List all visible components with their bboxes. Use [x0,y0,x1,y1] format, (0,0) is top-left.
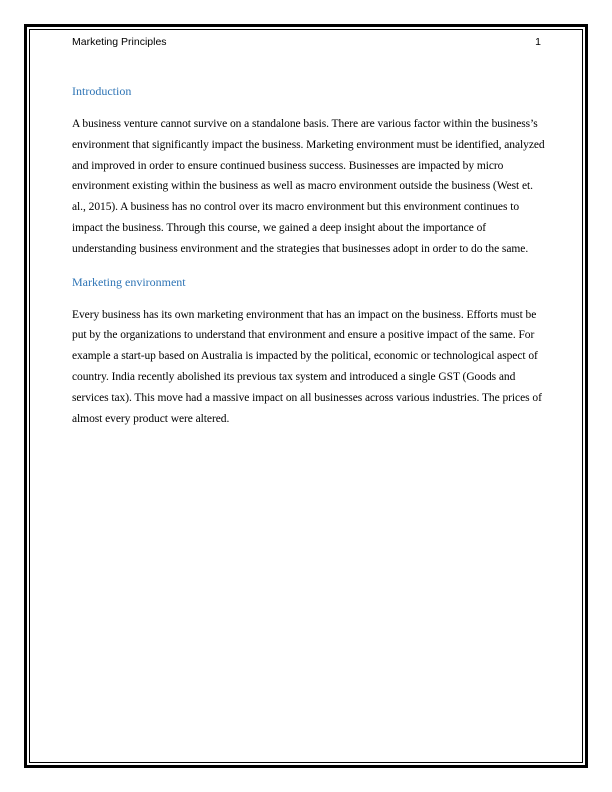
section-heading-marketing-environment: Marketing environment [72,274,186,289]
running-header-title: Marketing Principles [72,36,167,48]
page-number: 1 [535,36,541,48]
section-heading-introduction: Introduction [72,84,132,98]
section-paragraph-introduction: A business venture cannot survive on a standalone basis. There are various factor within the business’s environment that significantly impact the business. Marketing environment must be identified, analyzed and improved in order to ensure continued business success. Businesses are impacted by micro environment existing within the business as well as macro environment outside the business (West et. al., 2015). A business has no control over its macro environment but this environment continues to impact the business. Through this course, we gained a deep insight about the importance of understanding business environment and the strategies that businesses adopt in order to do the same. [72,118,545,255]
document-body [72,83,546,429]
section-paragraph-marketing-environment: Every business has its own marketing environment that has an impact on the business. Efforts must be put by the organizations to understand that environment and ensure a positive impact of the same. For example a start-up based on Australia is impacted by the political, economic or technological aspect of country. India recently abolished its previous tax system and introduced a single GST (Goods and services tax). This move had a massive impact on all businesses across various industries. The prices of almost every product were altered. [72,308,542,425]
